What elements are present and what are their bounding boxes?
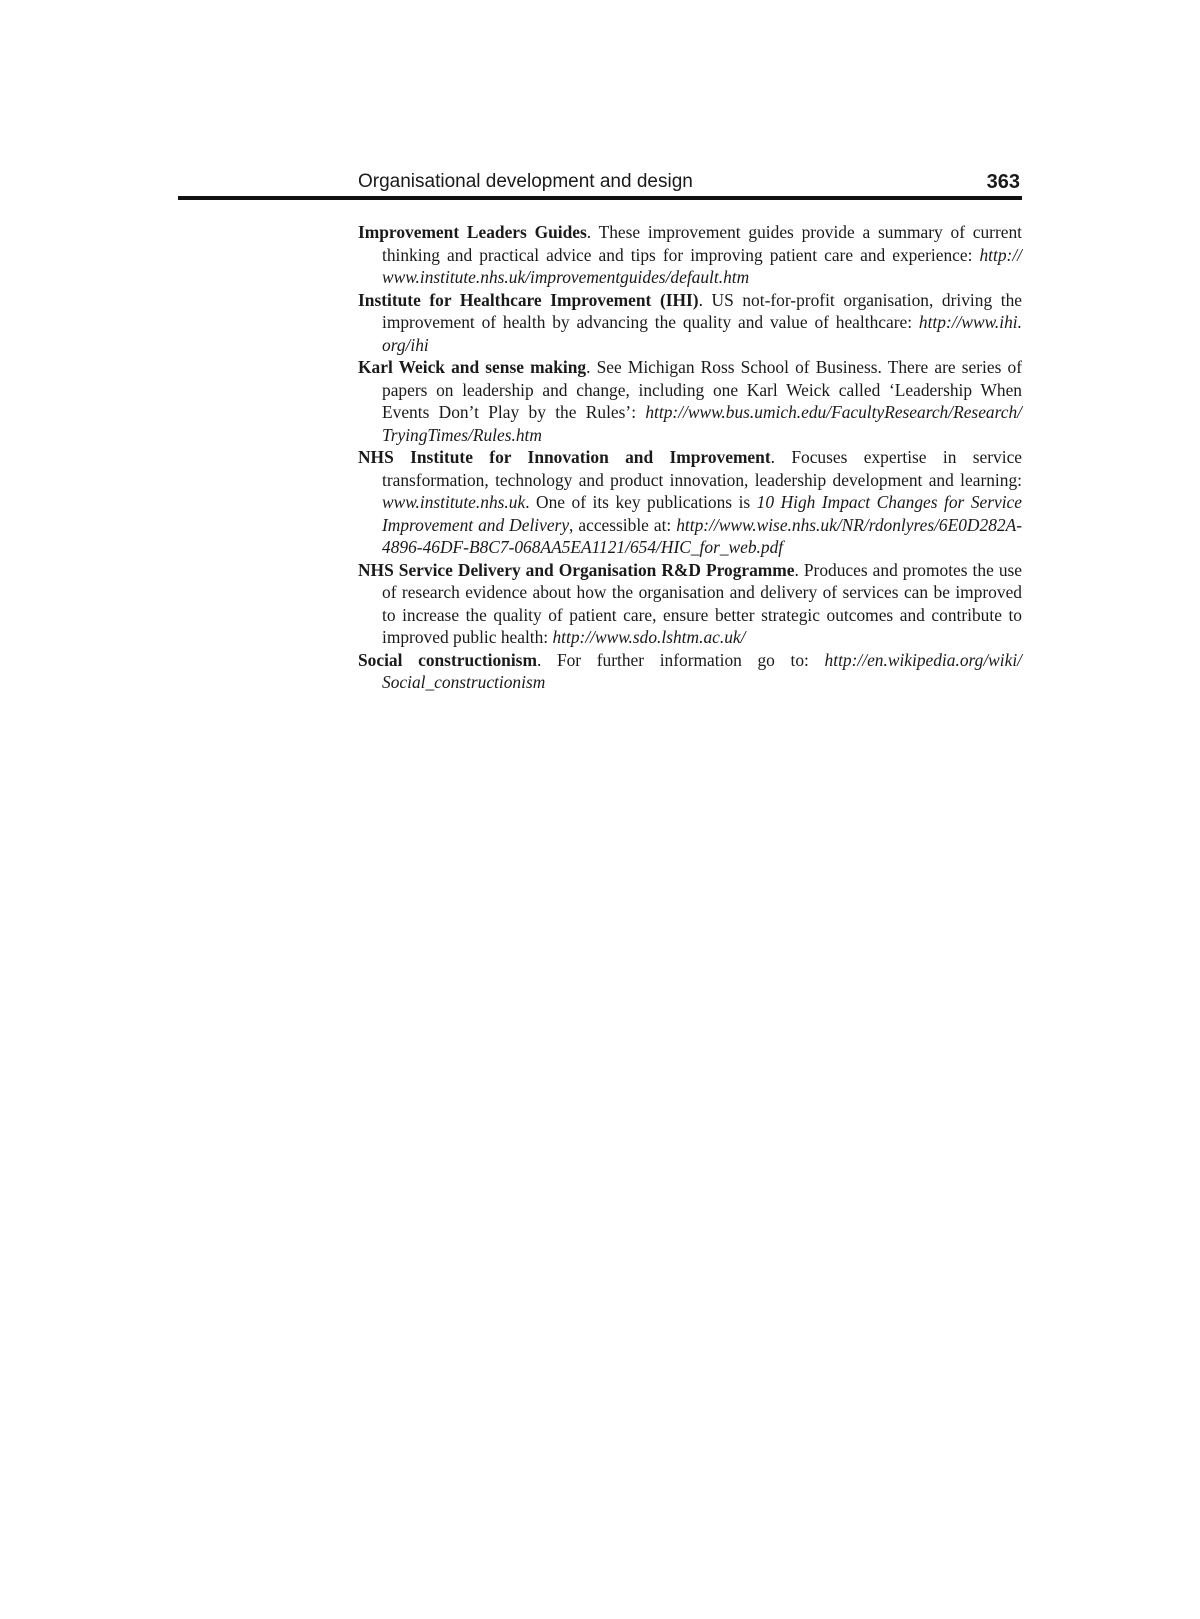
entry-term: Improvement Leaders Guides [358,222,587,242]
running-head-title: Organisational development and design [358,171,693,192]
entry-description: . US not-for-profit organisation, driving the improvement of health by advancing the quality and value of healthcare: [382,289,1022,332]
entry-description: . Produces and promotes the use of research evidence about how the organisation and delivery of services can be improved to increase the quality of patient care, ensure better strategic outcomes and contribute to improved public health: [382,559,1022,647]
entry-description-continued: . One of its key publications is [525,492,757,512]
publication-title: 10 High Impact Changes for Service Improvement and Delivery [382,492,1022,535]
resource-list [358,221,1022,694]
resource-entry [358,559,1022,649]
resource-entry [358,649,1022,694]
entry-description: . For further information go to: [536,649,825,670]
entry-term: Social constructionism [358,649,537,670]
entry-term: NHS Service Delivery and Organisation R&D Programme [358,559,795,580]
running-head [358,168,1020,196]
entry-url[interactable]: www.institute.nhs.uk [382,492,526,512]
resource-entry [358,289,1022,357]
header-rule [178,196,1022,200]
resource-entry [358,446,1022,559]
entry-description-continued: , accessible at: [569,514,677,535]
entry-url[interactable]: http://www.ihi.org/ihi [382,312,1022,355]
resource-entry [358,221,1022,289]
entry-description: . Focuses expertise in service transformation, technology and product innovation, leadership development and learning: [382,447,1023,490]
entry-term: Institute for Healthcare Improvement (IHI) [358,289,699,310]
entry-description: . See Michigan Ross School of Business. There are series of papers on leadership and change, including one Karl Weick called ‘Leadership When Events Don’t Play by the Rules’: [382,357,1022,422]
entry-term: NHS Institute for Innovation and Improvement [358,447,771,467]
entry-url[interactable]: http://en.wikipedia.org/wiki/Social_constructionism [382,649,1022,692]
entry-url[interactable]: http://www.wise.nhs.uk/NR/rdonlyres/6E0D282A-4896-46DF-B8C7-068AA5EA1121/654/HIC_for_web.pdf [382,514,1022,557]
page-number: 363 [986,171,1020,193]
entry-term: Karl Weick and sense making [358,357,587,377]
resource-entry [358,356,1022,446]
entry-url[interactable]: http://www.bus.umich.edu/FacultyResearch/Research/TryingTimes/Rules.htm [382,402,1022,445]
entry-url[interactable]: http://www.institute.nhs.uk/improvementguides/default.htm [382,244,1022,287]
entry-url[interactable]: http://www.sdo.lshtm.ac.uk/ [552,627,746,647]
entry-description: . These improvement guides provide a summary of current thinking and practical advice and tips for improving patient care and experience: [382,222,1023,265]
